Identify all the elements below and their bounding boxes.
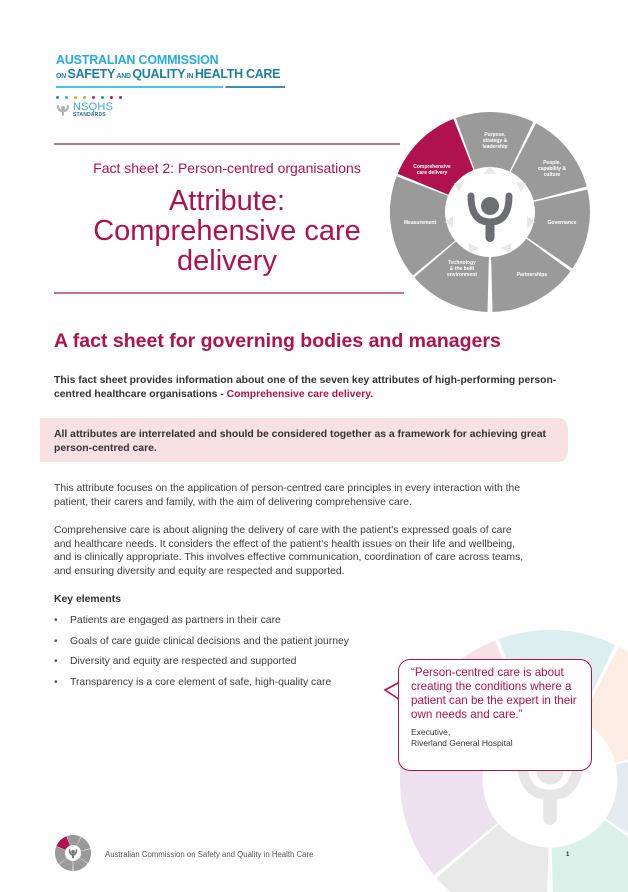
page-title: Attribute: Comprehensive care delivery — [93, 185, 361, 277]
person-icon — [56, 103, 70, 117]
footer-wheel-icon — [55, 835, 91, 871]
body-paragraph-1: This attribute focuses on the application of person-centred care principles in every interaction with the patient, their carers and family, with the aim of delivering comprehensive care. — [54, 483, 521, 508]
label-comprehensive: Comprehensive — [413, 164, 451, 170]
label-governance: Governance — [547, 220, 577, 226]
nsqhs-standards-logo — [56, 102, 113, 118]
label-purpose: Purpose, — [484, 132, 506, 138]
list-item: • Transparency is a core element of safe, high-quality care — [54, 676, 349, 697]
nsqhs-color-dots — [56, 96, 122, 99]
interrelated-callout: All attributes are interrelated and should be considered together as a framework for achieving great person-centred care. — [40, 418, 568, 462]
intro-highlight: Comprehensive care delivery. — [226, 388, 374, 400]
svg-text:care delivery: care delivery — [416, 170, 448, 176]
svg-text:capability &: capability & — [537, 166, 567, 172]
attributes-wheel-diagram — [390, 112, 590, 312]
svg-text:leadership: leadership — [482, 144, 508, 150]
label-people: People, — [543, 160, 561, 166]
logo-underline — [56, 86, 285, 88]
svg-text:culture: culture — [543, 172, 561, 178]
org-name-line1: AUSTRALIAN COMMISSION — [56, 53, 219, 67]
quote-text: “Person-centred care is about creating the conditions where a patient can be the expert in their own needs and care.” — [411, 666, 577, 721]
title-bottom-rule — [54, 292, 404, 294]
label-technology: Technology — [448, 260, 476, 266]
org-name-line2: ON SAFETY AND QUALITY IN HEALTH CARE — [56, 67, 281, 81]
key-elements-heading: Key elements — [54, 594, 121, 605]
footer-org-name: Australian Commission on Safety and Quality in Health Care — [105, 850, 314, 859]
svg-text:environment: environment — [446, 272, 478, 278]
list-item: • Patients are engaged as partners in their care — [54, 614, 349, 635]
body-paragraph-2: Comprehensive care is about aligning the delivery of care with the patient's expressed goals of care and healthcare needs. It considers the effect of the patient's health issues on their life and wellbeing, and is clinically appropriate. This involves effective communication, coordination of care across teams, and ensuring diversity and equity are respected and supported. — [54, 525, 524, 577]
testimonial-quote — [398, 659, 592, 771]
title-top-rule — [54, 143, 400, 145]
page-number: 1 — [566, 852, 570, 858]
svg-text:& the built: & the built — [449, 266, 475, 272]
key-elements-list — [54, 614, 349, 696]
svg-text:strategy &: strategy & — [482, 138, 508, 144]
list-item: • Diversity and equity are respected and supported — [54, 655, 349, 676]
label-measurement: Measurement — [403, 220, 437, 226]
nsqhs-title: NSQHS — [73, 101, 114, 113]
list-item: • Goals of care guide clinical decisions and the patient journey — [54, 635, 349, 656]
label-partnerships: Partnerships — [516, 272, 548, 278]
intro-paragraph: This fact sheet provides information about one of the seven key attributes of high-performing person-centred healthcare organisations - Comprehensive care delivery. — [54, 375, 557, 400]
nsqhs-subtitle: STANDARDS — [73, 112, 106, 118]
fact-sheet-label: Fact sheet 2: Person-centred organisations — [93, 160, 361, 176]
commission-logo — [56, 54, 288, 88]
section-heading: A fact sheet for governing bodies and managers — [54, 330, 501, 352]
quote-attribution: Executive, Riverland General Hospital — [411, 727, 513, 748]
